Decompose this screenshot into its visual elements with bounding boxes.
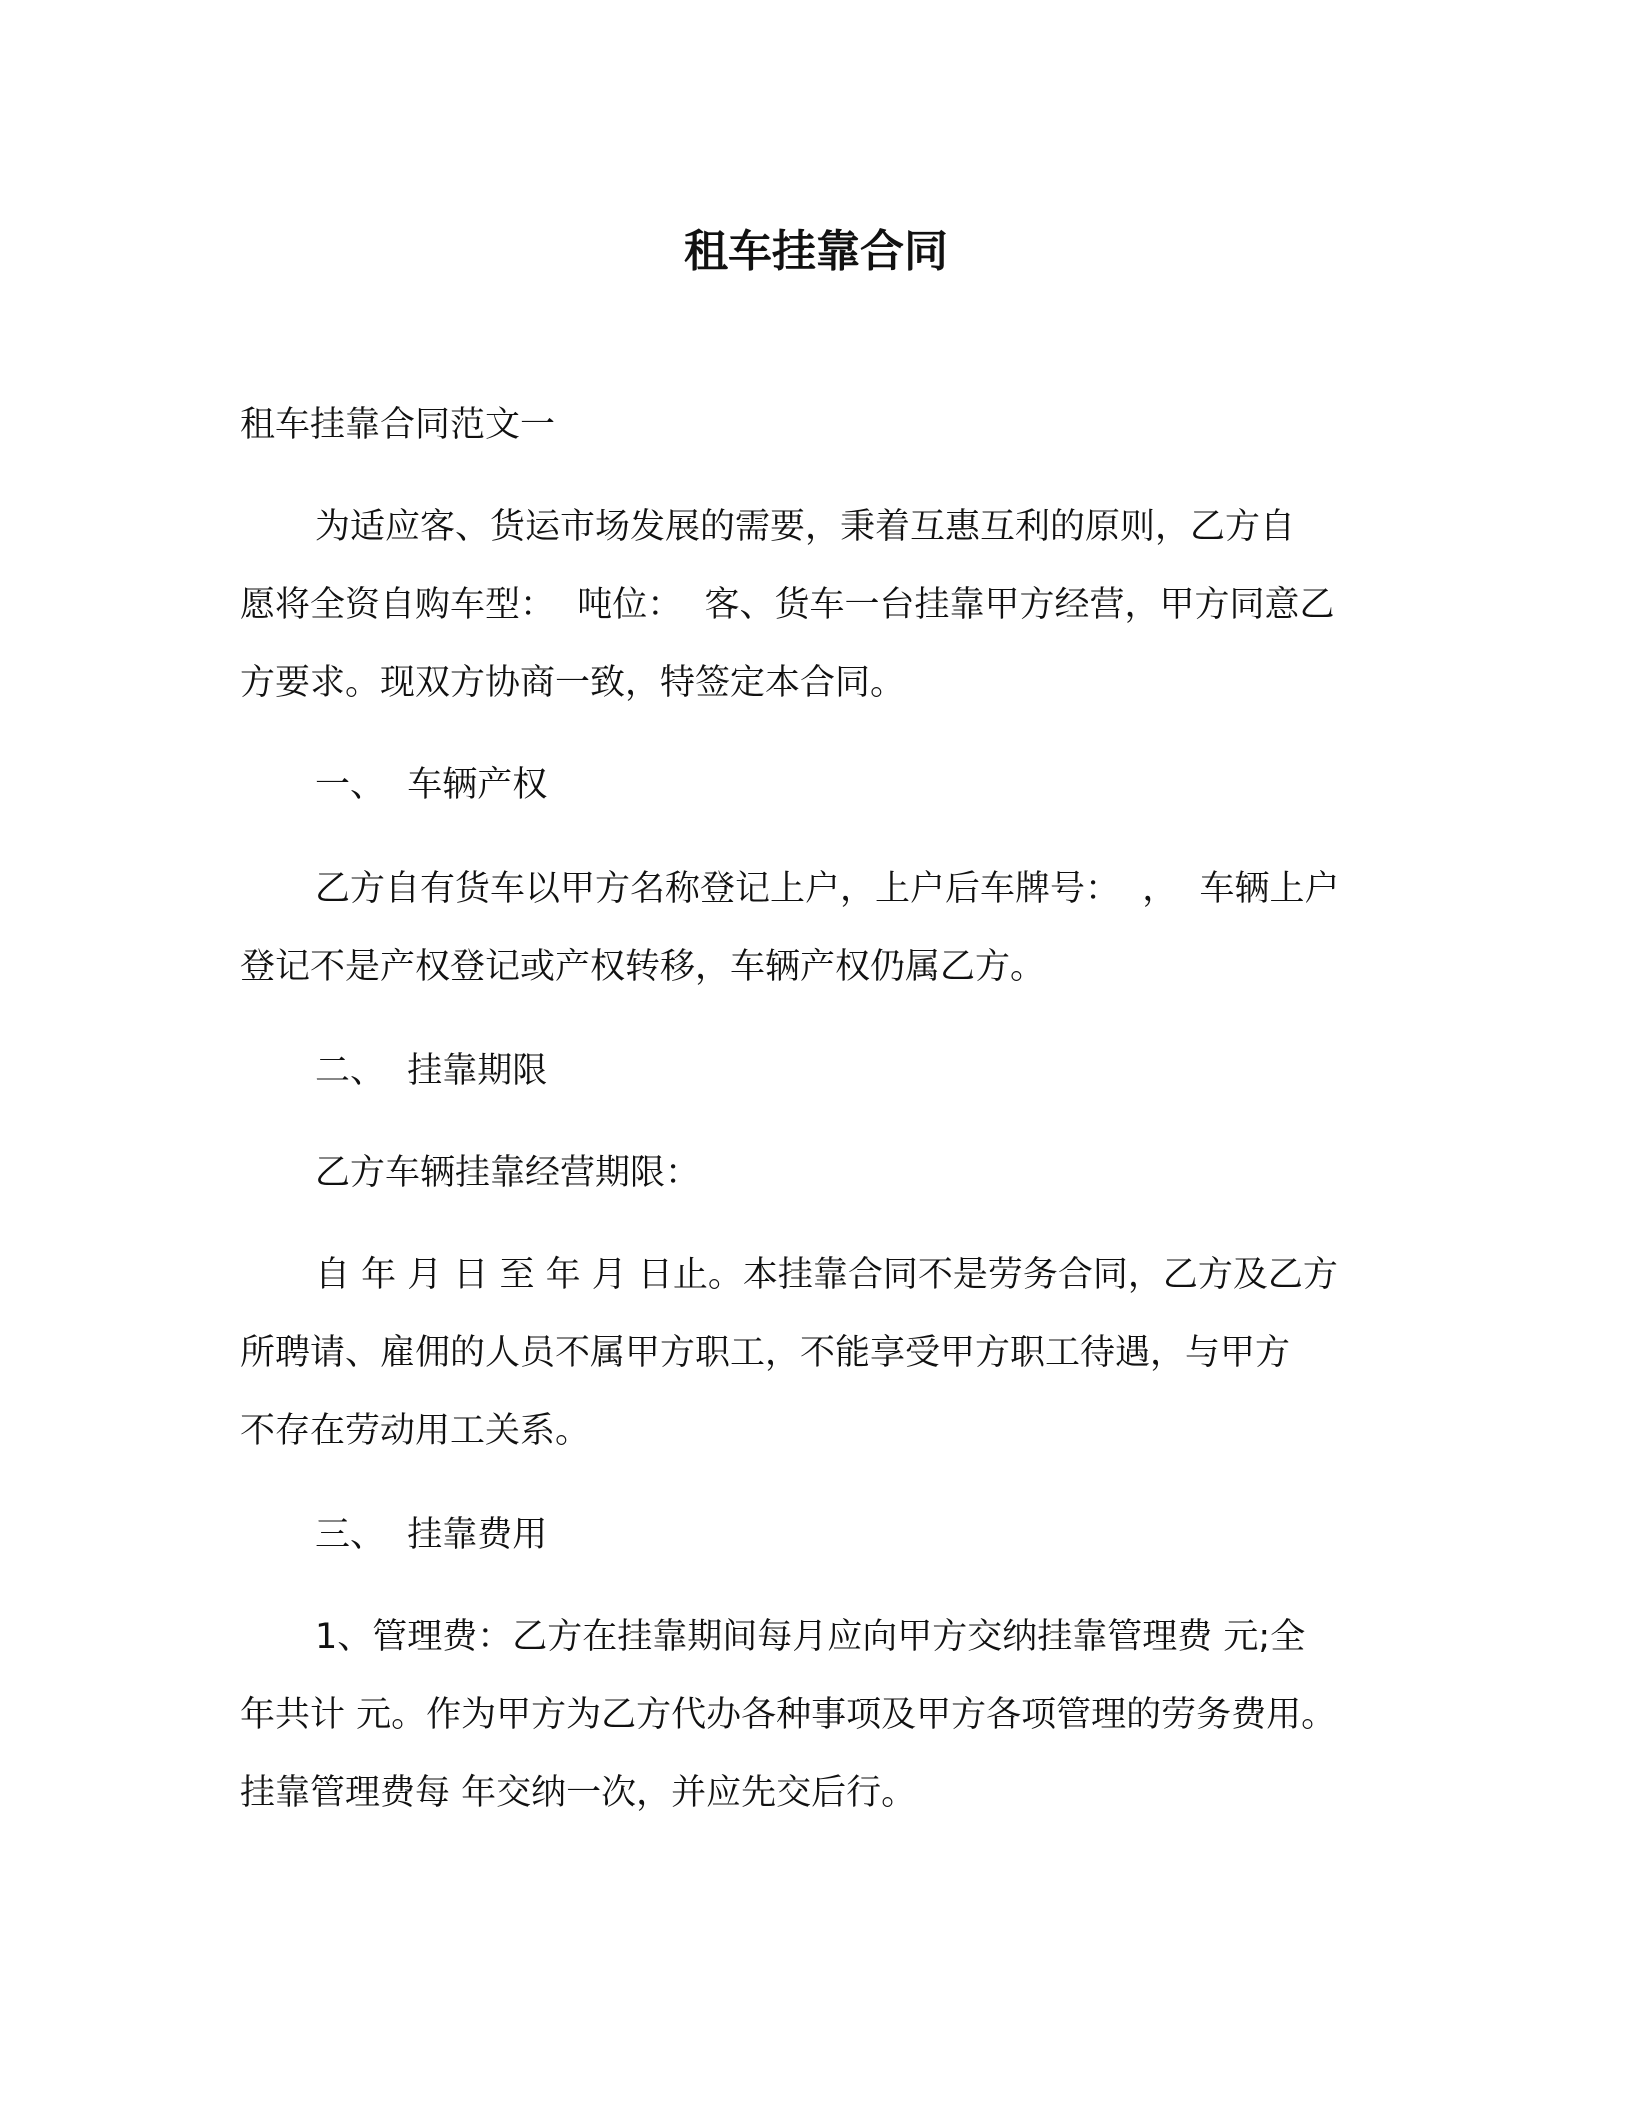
section-2-line-2: 自 年 月 日 至 年 月 日止。本挂靠合同不是劳务合同，乙方及乙方 — [315, 1255, 1338, 1295]
section-2-line-1: 乙方车辆挂靠经营期限： — [315, 1153, 701, 1193]
intro-line-3: 方要求。现双方协商一致，特签定本合同。 — [240, 663, 906, 703]
intro-line-1: 为适应客、货运市场发展的需要，秉着互惠互利的原则，乙方自 — [315, 507, 1296, 547]
section-2-heading: 二、 挂靠期限 — [315, 1051, 548, 1091]
section-1-line-2: 登记不是产权登记或产权转移，车辆产权仍属乙方。 — [240, 947, 1046, 987]
section-2-line-3: 所聘请、雇佣的人员不属甲方职工，不能享受甲方职工待遇，与甲方 — [240, 1333, 1291, 1373]
section-3-line-1: 1、管理费：乙方在挂靠期间每月应向甲方交纳挂靠管理费 元;全 — [315, 1617, 1306, 1657]
section-2-line-4: 不存在劳动用工关系。 — [240, 1411, 591, 1451]
document-title: 租车挂靠合同 — [684, 226, 948, 277]
section-1-heading: 一、 车辆产权 — [315, 765, 548, 805]
document-subtitle: 租车挂靠合同范文一 — [240, 405, 556, 445]
section-1-line-1: 乙方自有货车以甲方名称登记上户，上户后车牌号： ， 车辆上户 — [315, 869, 1340, 909]
intro-line-2: 愿将全资自购车型： 吨位： 客、货车一台挂靠甲方经营，甲方同意乙 — [240, 585, 1335, 625]
section-3-line-2: 年共计 元。作为甲方为乙方代办各种事项及甲方各项管理的劳务费用。 — [240, 1695, 1337, 1735]
section-3-line-3: 挂靠管理费每 年交纳一次，并应先交后行。 — [240, 1773, 917, 1813]
section-3-heading: 三、 挂靠费用 — [315, 1515, 548, 1555]
